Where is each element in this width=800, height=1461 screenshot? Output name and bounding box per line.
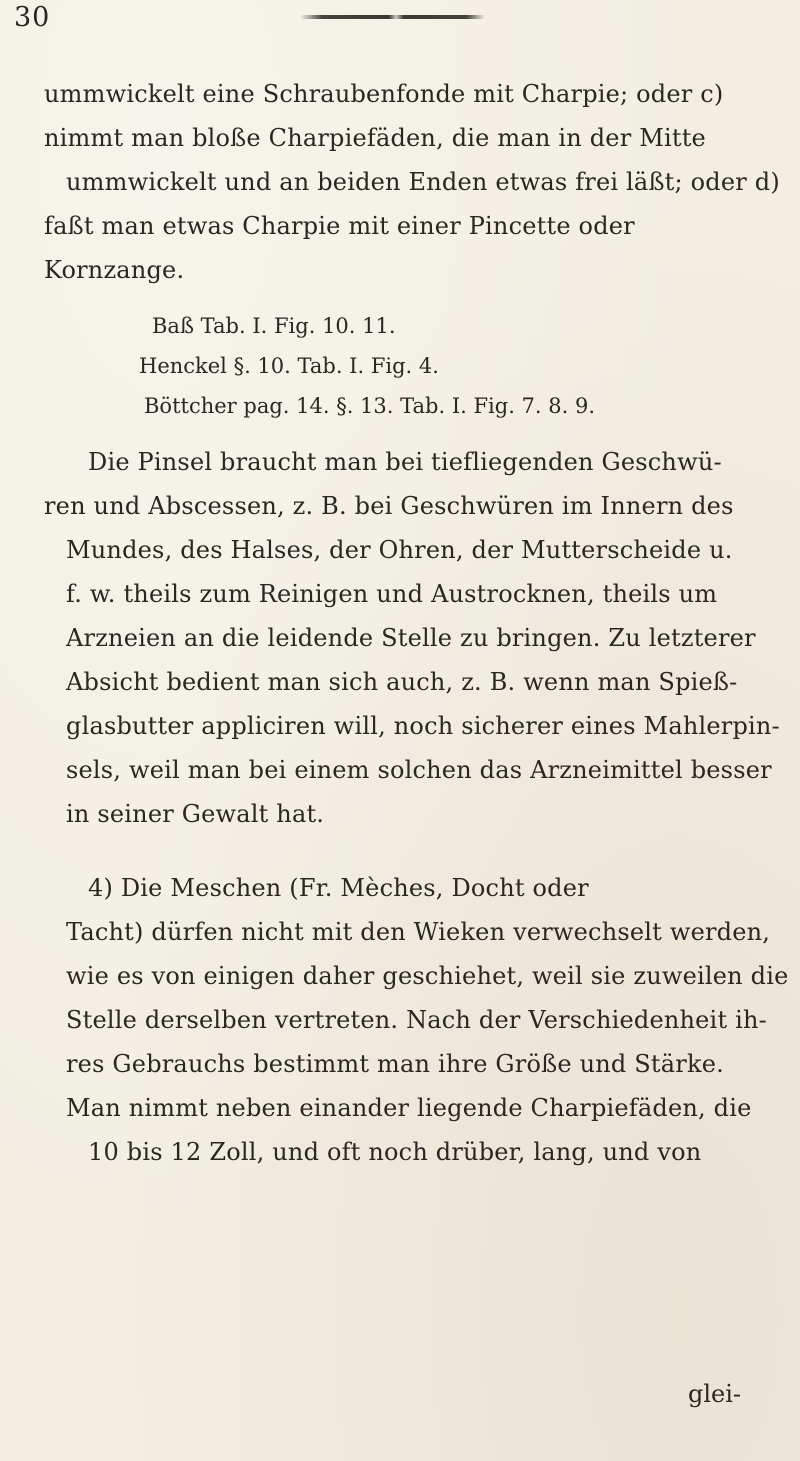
text-line: ummwickelt eine Schraubenfonde mit Charpie; oder c) bbox=[44, 80, 724, 108]
spacer bbox=[44, 836, 744, 866]
paragraph-pinsel bbox=[44, 440, 780, 836]
text-line: wie es von einigen daher geschiehet, weil sie zuweilen die bbox=[66, 962, 789, 990]
text-line: nimmt man bloße Charpiefäden, die man in der Mitte bbox=[44, 124, 706, 152]
reference-list bbox=[44, 306, 744, 426]
reference-entry: Henckel §. 10. Tab. I. Fig. 4. bbox=[139, 354, 439, 378]
paragraph-meschen bbox=[44, 866, 789, 1174]
spacer bbox=[44, 426, 744, 440]
text-line: ummwickelt und an beiden Enden etwas frei läßt; oder d) bbox=[66, 168, 780, 196]
page-text bbox=[44, 72, 789, 1174]
text-line: f. w. theils zum Reinigen und Austrocknen, theils um bbox=[66, 580, 718, 608]
text-line: Tacht) dürfen nicht mit den Wieken verwechselt werden, bbox=[66, 918, 771, 946]
page-number: 30 bbox=[14, 2, 51, 33]
text-line: 4) Die Meschen (Fr. Mèches, Docht oder bbox=[88, 874, 589, 902]
text-line: in seiner Gewalt hat. bbox=[66, 800, 325, 828]
reference-entry: Baß Tab. I. Fig. 10. 11. bbox=[152, 314, 396, 338]
text-line: Kornzange. bbox=[44, 256, 185, 284]
paragraph-continuation bbox=[44, 72, 780, 292]
text-line: Man nimmt neben einander liegende Charpiefäden, die bbox=[66, 1094, 752, 1122]
text-line: sels, weil man bei einem solchen das Arzneimittel besser bbox=[66, 756, 772, 784]
header-ornament-rule bbox=[300, 15, 485, 19]
spacer bbox=[44, 292, 744, 306]
text-line: Absicht bedient man sich auch, z. B. wenn man Spieß- bbox=[66, 668, 738, 696]
reference-entry: Böttcher pag. 14. §. 13. Tab. I. Fig. 7. 8. 9. bbox=[144, 394, 596, 418]
text-line: Arzneien an die leidende Stelle zu bringen. Zu letzterer bbox=[66, 624, 756, 652]
text-line: Stelle derselben vertreten. Nach der Verschiedenheit ih- bbox=[66, 1006, 767, 1034]
text-line: ren und Abscessen, z. B. bei Geschwüren im Innern des bbox=[44, 492, 734, 520]
text-line: glasbutter appliciren will, noch sicherer eines Mahlerpin- bbox=[66, 712, 780, 740]
text-line: res Gebrauchs bestimmt man ihre Größe und Stärke. bbox=[66, 1050, 724, 1078]
text-line: Die Pinsel braucht man bei tiefliegenden Geschwü- bbox=[88, 448, 722, 476]
text-line: faßt man etwas Charpie mit einer Pincette oder bbox=[44, 212, 635, 240]
text-line: Mundes, des Halses, der Ohren, der Mutterscheide u. bbox=[66, 536, 733, 564]
text-line: 10 bis 12 Zoll, und oft noch drüber, lang, und von bbox=[88, 1138, 702, 1166]
catchword: glei- bbox=[688, 1380, 742, 1408]
